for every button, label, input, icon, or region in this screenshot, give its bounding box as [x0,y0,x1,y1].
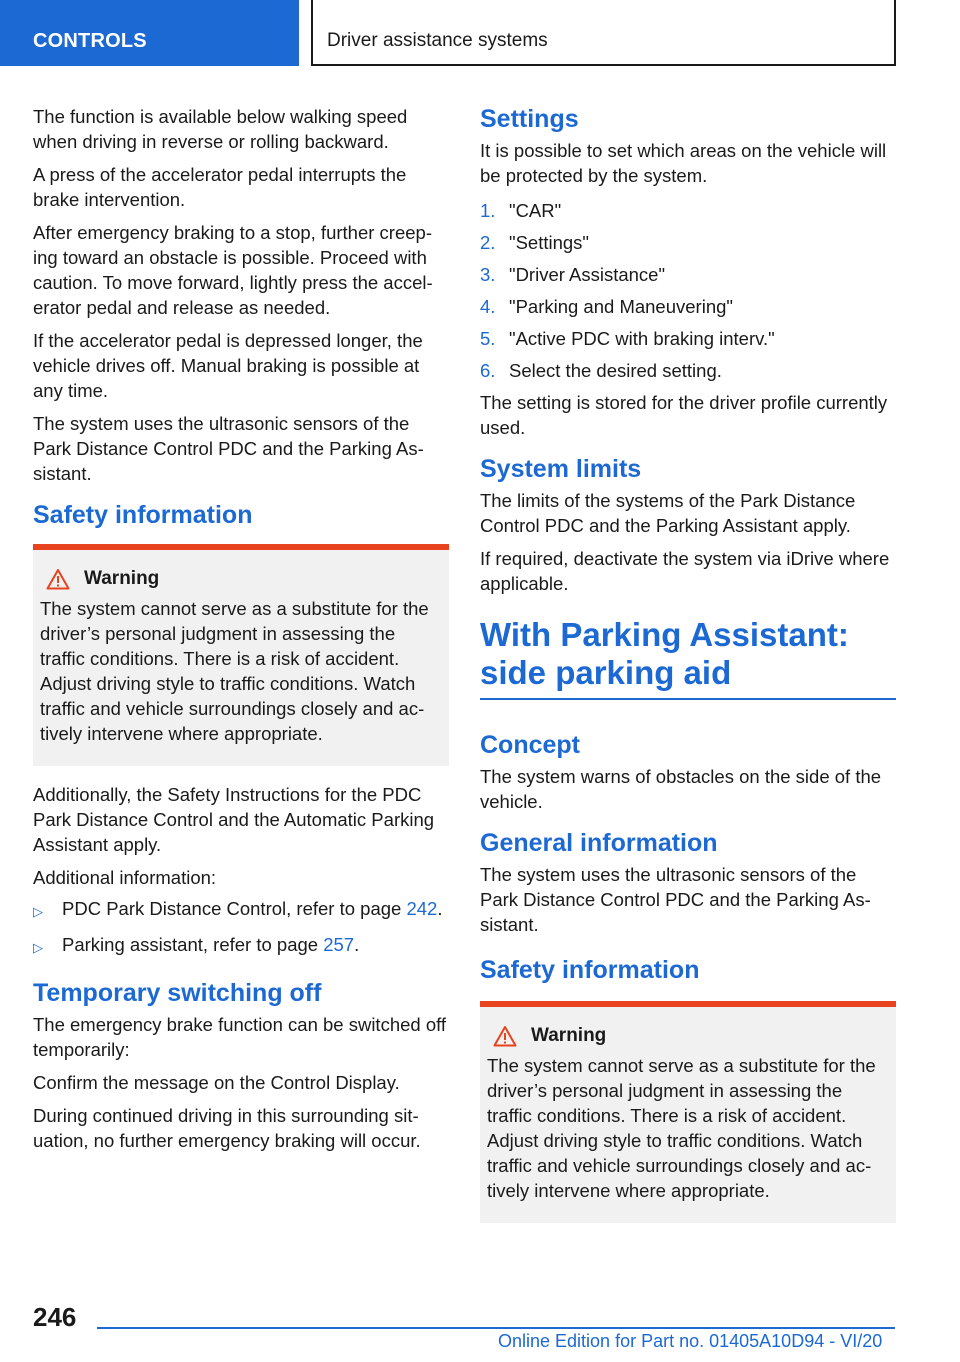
footer-divider [97,1327,895,1329]
page-link[interactable]: 257 [323,934,355,955]
warning-box [33,544,449,766]
warning-text: The system cannot serve as a substitute for the driver’s personal judgment in assessing the traffic conditions. There is a risk of accident. Adjust driving style to traffic conditions. Watch traffic and vehicle surroundings closely and actively intervene where appropriate. [40,598,429,744]
list-item: 3. "Driver Assistance" [480,264,666,285]
warning-triangle-icon [493,1025,517,1047]
triangle-bullet-icon: ▷ [33,904,43,919]
page-header [0,0,960,66]
list-item: 2. "Settings" [480,232,589,253]
edition-note: Online Edition for Part no. 01405A10D94 - VI/20 [498,1331,883,1351]
list-item: 4. "Parking and Maneuvering" [480,296,733,317]
paragraph: A press of the accelerator pedal interrupts the brake intervention. [33,164,407,210]
chapter-label: Driver assistance systems [327,30,548,51]
settings-heading: Settings [480,105,579,133]
safety-heading: Safety information [33,501,253,529]
list-item: 5. "Active PDC with braking interv." [480,328,775,349]
settings-steps [480,198,896,383]
paragraph: The system warns of obstacles on the side of the vehicle. [480,766,882,812]
paragraph: The function is available below walking speed when driving in reverse or rolling backward. [33,106,408,152]
warning-title [487,1025,890,1047]
section-title: With Parking Assistant: side parking aid [480,616,896,700]
paragraph: During continued driving in this surrounding situation, no further emergency braking will occur. [33,1105,421,1151]
list-item: 1. "CAR" [480,200,562,221]
paragraph: The system uses the ultrasonic sensors of the Park Distance Control PDC and the Parking Assistant. [480,864,871,935]
warning-triangle-icon [46,568,70,590]
paragraph: If required, deactivate the system via iDrive where applicable. [480,548,890,594]
triangle-bullet-icon: ▷ [33,940,43,955]
list-item: 6. Select the desired setting. [480,360,722,381]
warning-title [40,568,443,590]
reference-list [33,896,449,960]
warning-title-text: Warning [84,568,160,589]
paragraph: If the accelerator pedal is depressed longer, the vehicle drives off. Manual braking is possible at any time. [33,330,423,401]
section-tab [0,0,299,66]
paragraph: Additional information: [33,867,217,888]
temporary-off-heading: Temporary switching off [33,979,322,1007]
page-link[interactable]: 242 [406,898,438,919]
section-label: CONTROLS [33,30,147,52]
left-column [33,104,449,1161]
paragraph: After emergency braking to a stop, further creeping toward an obstacle is possible. Proceed with caution. To move forward, lightly press the accelerator pedal and release as needed. [33,222,433,318]
paragraph: It is possible to set which areas on the vehicle will be protected by the system. [480,140,887,186]
paragraph: The system uses the ultrasonic sensors of the Park Distance Control PDC and the Parking Assistant. [33,413,424,484]
paragraph: Confirm the message on the Control Display. [33,1072,400,1093]
safety-heading: Safety information [480,956,700,984]
chapter-tab [311,0,896,66]
paragraph: The limits of the systems of the Park Distance Control PDC and the Parking Assistant apply. [480,490,856,536]
system-limits-heading: System limits [480,455,642,483]
right-column [480,104,896,1239]
warning-box [480,1001,896,1223]
concept-heading: Concept [480,731,580,759]
page-number: 246 [33,1302,77,1332]
list-item: ▷ PDC Park Distance Control, refer to page 242. [33,896,449,924]
list-item: ▷ Parking assistant, refer to page 257. [33,932,449,960]
warning-text: The system cannot serve as a substitute for the driver’s personal judgment in assessing the traffic conditions. There is a risk of accident. Adjust driving style to traffic conditions. Watch traffic and vehicle surroundings closely and actively intervene where appropriate. [487,1055,876,1201]
warning-title-text: Warning [531,1025,607,1046]
paragraph: The setting is stored for the driver profile currently used. [480,392,888,438]
paragraph: The emergency brake function can be switched off temporarily: [33,1014,447,1060]
general-info-heading: General information [480,829,718,857]
paragraph: Additionally, the Safety Instructions for the PDC Park Distance Control and the Automatic Parking Assistant apply. [33,784,435,855]
